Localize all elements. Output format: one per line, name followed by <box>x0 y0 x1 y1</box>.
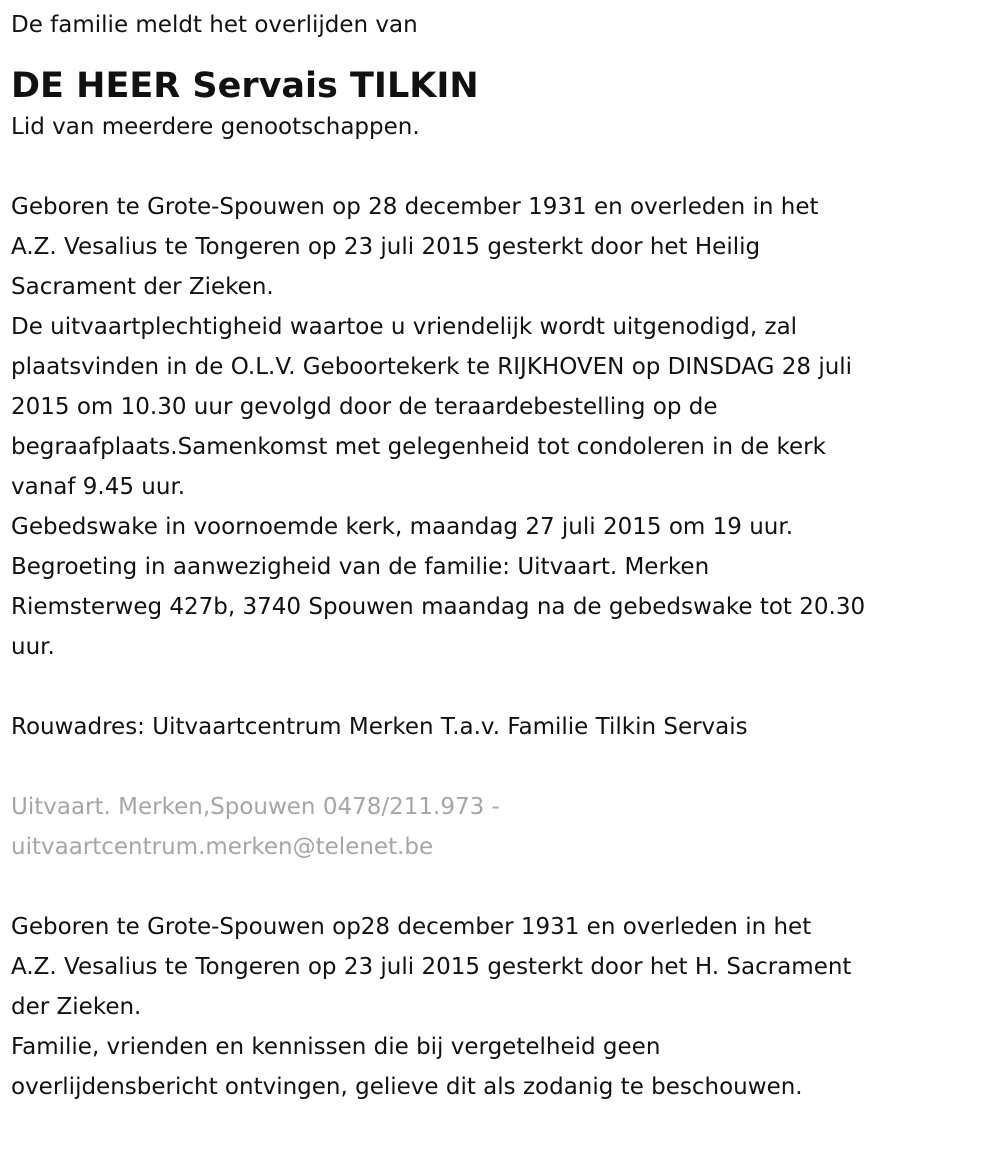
spacer <box>11 747 988 787</box>
subtitle: Lid van meerdere genootschappen. <box>11 114 420 140</box>
greeting-paragraph: Begroeting in aanwezigheid van de familie: Uitvaart. Merken Riemsterweg 427b, 3740 Spouwen maandag na de gebedswake tot 20.30 uur. <box>11 554 866 660</box>
funeral-paragraph: De uitvaartplechtigheid waartoe u vriendelijk wordt uitgenodigd, zal plaatsvinden in de O.L.V. Geboortekerk te RIJKHOVEN op DINSDAG 28 juli 2015 om 10.30 uur gevolgd door de teraardebestelling op de begraafplaats.Samenkomst met gelegenheid tot condoleren in de kerk vanaf 9.45 uur. <box>11 314 853 500</box>
closing-paragraph: Familie, vrienden en kennissen die bij vergetelheid geen overlijdensbericht ontvingen, gelieve dit als zodanig te beschouwen. <box>11 1034 803 1100</box>
mourning-address: Rouwadres: Uitvaartcentrum Merken T.a.v. Familie Tilkin Servais <box>11 714 748 740</box>
deceased-name: DE HEER Servais TILKIN <box>11 66 479 106</box>
funeral-home-contact: Uitvaart. Merken,Spouwen 0478/211.973 - uitvaartcentrum.merken@telenet.be <box>11 794 500 860</box>
spacer <box>11 867 988 907</box>
spacer <box>11 147 988 187</box>
wake-paragraph: Gebedswake in voornoemde kerk, maandag 27 juli 2015 om 19 uur. <box>11 514 793 540</box>
birth-death-paragraph: Geboren te Grote-Spouwen op 28 december 1931 en overleden in het A.Z. Vesalius te Tongeren op 23 juli 2015 gesterkt door het Heilig Sacrament der Zieken. <box>11 194 819 300</box>
spacer <box>11 667 988 707</box>
second-birth-death-paragraph: Geboren te Grote-Spouwen op28 december 1931 en overleden in het A.Z. Vesalius te Tongeren op 23 juli 2015 gesterkt door het H. Sacrament der Zieken. <box>11 914 852 1020</box>
intro-line: De familie meldt het overlijden van <box>11 12 418 38</box>
